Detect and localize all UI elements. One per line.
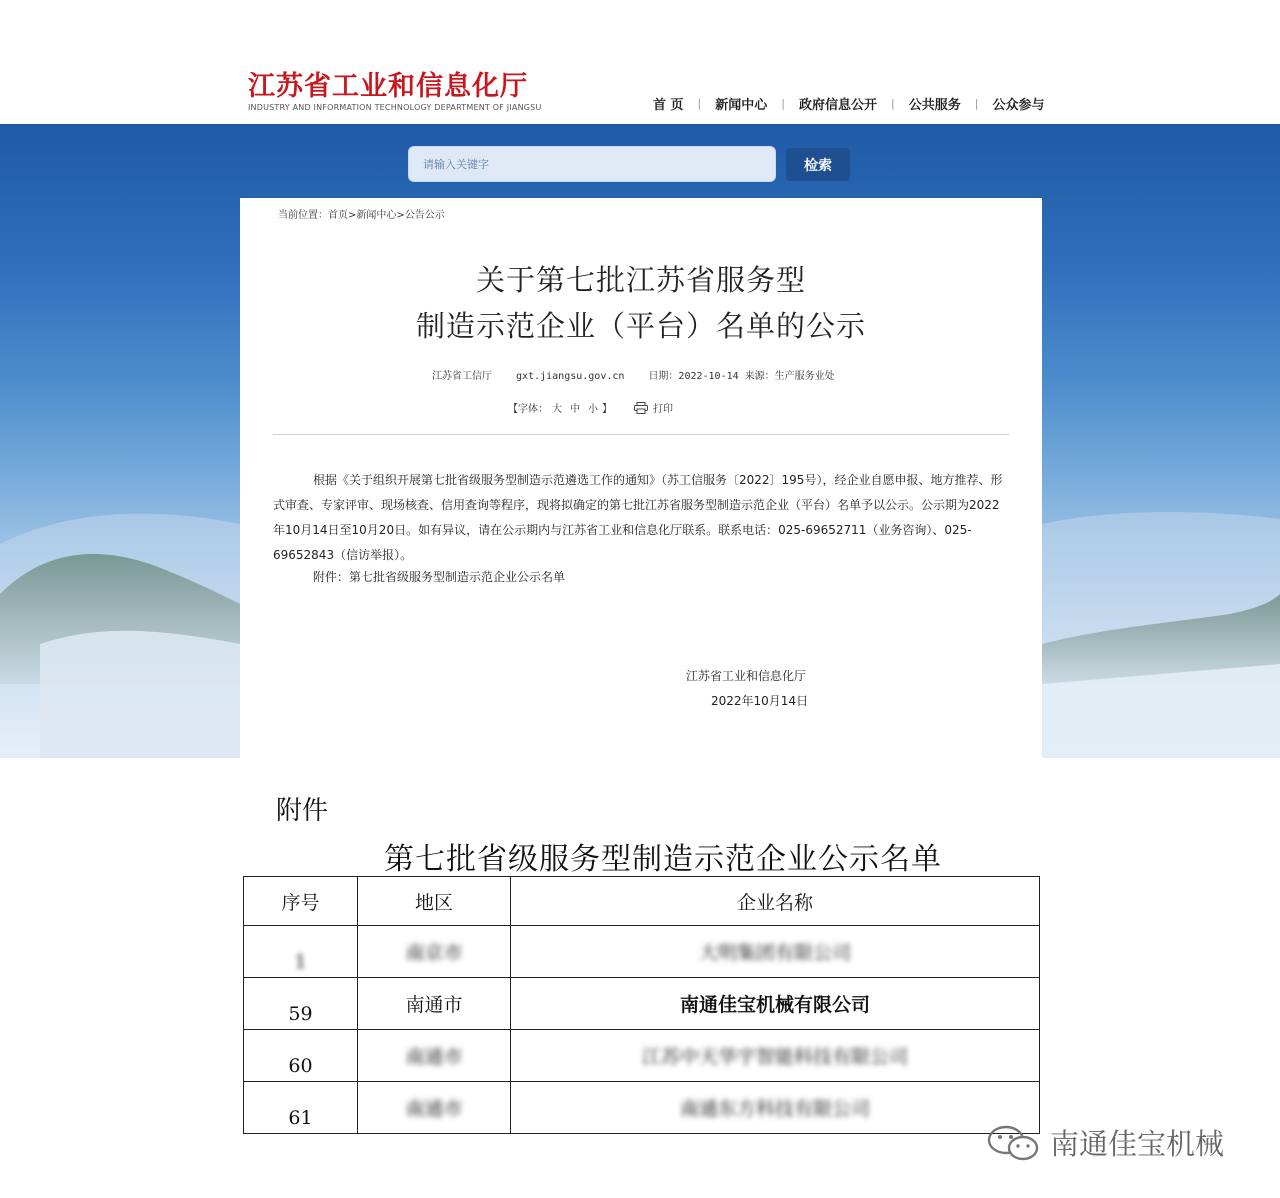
wechat-watermark <box>986 1122 1224 1163</box>
breadcrumb-notices[interactable]: 公告公示 <box>404 210 445 221</box>
article-title-line1: 关于第七批江苏省服务型 <box>475 263 806 297</box>
site-logo-english: INDUSTRY AND INFORMATION TECHNOLOGY DEPARTMENT OF JIANGSU <box>248 103 542 112</box>
nav-separator: | <box>781 97 785 110</box>
enterprise-list-table <box>243 876 1040 1134</box>
main-nav <box>645 94 1052 113</box>
breadcrumb-news[interactable]: 新闻中心 <box>356 210 397 221</box>
article-date: 日期：2022-10-14 来源：生产服务业处 <box>648 371 835 382</box>
article-meta <box>432 367 853 382</box>
nav-item-public-service[interactable]: 公共服务 <box>908 98 961 113</box>
font-size-large[interactable]: 大 <box>552 404 562 415</box>
cell-name: 南通东方科技有限公司 <box>511 1082 1040 1134</box>
article-signature: 江苏省工业和信息化厅 <box>686 669 807 683</box>
article-card <box>240 198 1042 758</box>
breadcrumb-home[interactable]: 首页 <box>328 210 348 221</box>
article-sign-date: 2022年10月14日 <box>711 694 809 708</box>
cell-no: 59 <box>244 978 358 1030</box>
nav-separator: | <box>974 97 979 110</box>
cell-region: 南通市 <box>358 978 511 1030</box>
printer-icon <box>634 402 648 414</box>
article-source: 江苏省工信厅 <box>432 371 492 382</box>
column-header-name: 企业名称 <box>511 877 1040 926</box>
breadcrumb-label: 当前位置： <box>278 210 328 221</box>
table-row <box>244 1082 1040 1134</box>
nav-item-participation[interactable]: 公众参与 <box>992 98 1045 113</box>
cell-no: 61 <box>244 1082 358 1134</box>
cell-region: 南京市 <box>358 926 511 978</box>
table-row <box>244 926 1040 978</box>
search-input[interactable] <box>409 147 775 181</box>
article-body: 根据《关于组织开展第七批省级服务型制造示范遴选工作的通知》（苏工信服务〔2022〕195号），经企业自愿申报、地方推荐、形式审查、专家评审、现场核查、信用查询等程序，现将拟确定的第七批江苏省服务型制造示范企业（平台）名单予以公示。公示期为2022年10月14日至10月20日。如有异议，请在公示期内与江苏省工业和信息化厅联系。联系电话：025-69652711（业务咨询）、025-69652843（信访举报）。 <box>273 473 1003 562</box>
table-row-highlight <box>244 978 1040 1030</box>
article-attachment-link[interactable]: 附件：第七批省级服务型制造示范企业公示名单 <box>313 570 566 584</box>
breadcrumb <box>278 206 445 221</box>
font-size-medium[interactable]: 中 <box>570 404 580 415</box>
attachment-title: 第七批省级服务型制造示范企业公示名单 <box>384 842 942 877</box>
watermark-text: 南通佳宝机械 <box>1050 1127 1225 1161</box>
font-size-close: 】 <box>602 404 612 415</box>
attachment-label: 附件 <box>276 796 329 826</box>
article-site: gxt.jiangsu.gov.cn <box>516 371 625 382</box>
column-header-region: 地区 <box>358 877 511 926</box>
table-row <box>244 1030 1040 1082</box>
font-size-label: 【字体： <box>508 404 548 415</box>
site-header <box>0 0 1280 124</box>
search-button[interactable]: 检索 <box>786 148 850 181</box>
print-button[interactable] <box>634 400 673 415</box>
print-label: 打印 <box>653 404 673 415</box>
article-tools <box>508 400 673 415</box>
cell-no: 60 <box>244 1030 358 1082</box>
site-logo[interactable]: 江苏省工业和信息化厅 <box>248 71 528 102</box>
breadcrumb-separator: > <box>396 210 405 221</box>
cell-name: 江苏中天华宇智能科技有限公司 <box>511 1030 1040 1082</box>
font-size-small[interactable]: 小 <box>588 404 598 415</box>
article-divider <box>273 434 1009 435</box>
cell-no: 1 <box>244 926 358 978</box>
cell-region: 南通市 <box>358 1082 511 1134</box>
cell-region: 南通市 <box>358 1030 511 1082</box>
wechat-icon <box>986 1123 1042 1163</box>
breadcrumb-separator: > <box>348 210 357 221</box>
nav-separator: | <box>891 97 895 110</box>
column-header-no: 序号 <box>244 877 358 926</box>
nav-item-news[interactable]: 新闻中心 <box>715 98 768 113</box>
table-header-row <box>244 877 1040 926</box>
nav-item-home[interactable]: 首 页 <box>653 98 684 113</box>
cell-name: 大明集团有限公司 <box>511 926 1040 978</box>
nav-item-gov-info[interactable]: 政府信息公开 <box>798 98 877 113</box>
cell-name: 南通佳宝机械有限公司 <box>511 978 1040 1030</box>
nav-separator: | <box>697 97 702 110</box>
search-box <box>408 146 776 182</box>
article-title-line2: 制造示范企业（平台）名单的公示 <box>415 309 866 343</box>
